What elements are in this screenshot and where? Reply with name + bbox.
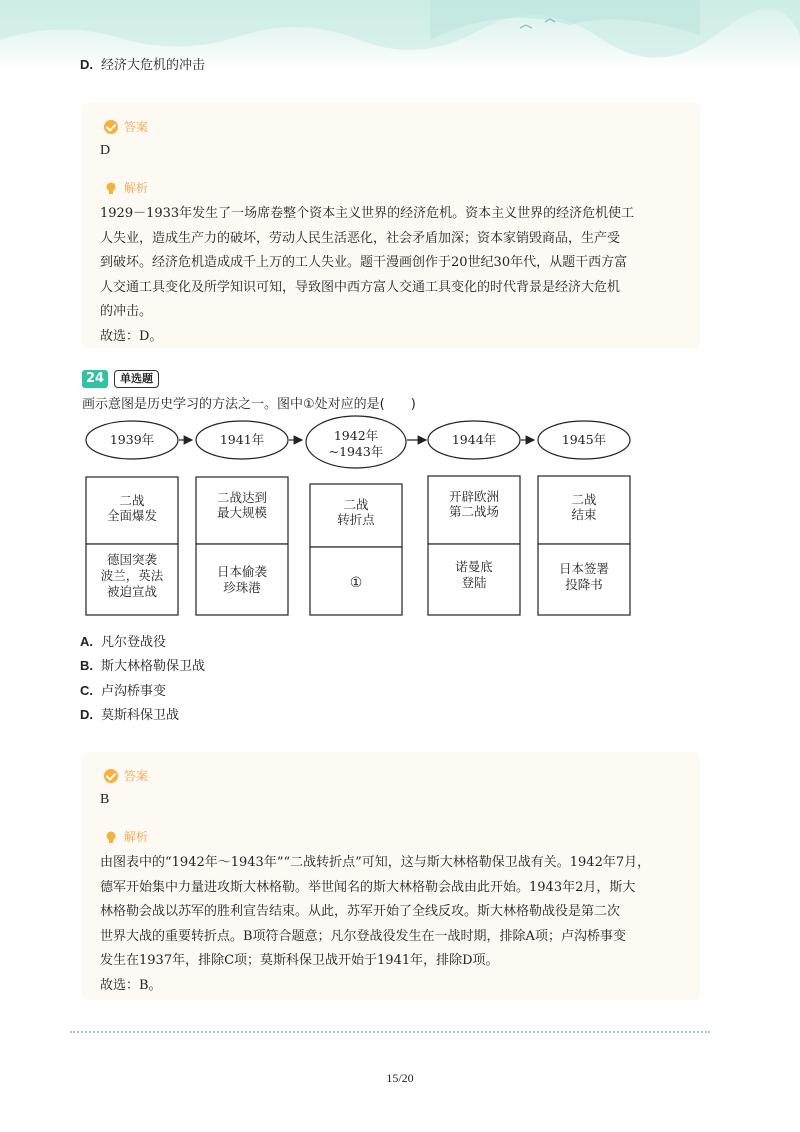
lightbulb-icon xyxy=(104,830,118,844)
detail-text: 德国突袭 xyxy=(106,552,158,567)
detail-text: 诺曼底 xyxy=(455,559,493,574)
year-1945: 1945年 xyxy=(561,432,607,447)
question-stem: 画示意图是历史学习的方法之一。图中①处对应的是( ) xyxy=(82,397,416,412)
lightbulb-icon xyxy=(104,181,118,195)
event-text: 第二战场 xyxy=(448,504,500,519)
prev-option-d[interactable]: D. 经济大危机的冲击 xyxy=(80,57,206,73)
detail-text: 被迫宣战 xyxy=(106,584,158,599)
answer-value: D xyxy=(100,143,111,158)
event-text: 转折点 xyxy=(337,512,375,527)
check-icon xyxy=(104,769,118,783)
timeline-diagram xyxy=(74,414,638,620)
answer-value: B xyxy=(100,792,110,807)
footer-divider xyxy=(70,1031,710,1033)
event-text: 二战 xyxy=(343,497,369,512)
event-text: 二战 xyxy=(571,492,597,507)
event-text: 最大规模 xyxy=(216,505,268,520)
detail-text: 日本签署 xyxy=(558,561,610,576)
answer-label: 答案 xyxy=(104,767,148,784)
year-1942-1943: ~1943年 xyxy=(328,444,384,459)
page-number: 15/20 xyxy=(386,1071,414,1085)
option-c[interactable]: C. 卢沟桥事变 xyxy=(80,683,167,699)
question-number: 24 xyxy=(82,370,108,388)
year-1941: 1941年 xyxy=(219,432,265,447)
year-1942-1943: 1942年 xyxy=(333,428,379,443)
option-b[interactable]: B. 斯大林格勒保卫战 xyxy=(80,658,206,674)
answer-box xyxy=(82,752,700,1000)
blank-marker: ① xyxy=(349,575,363,591)
detail-text: 波兰，英法 xyxy=(100,568,164,583)
event-text: 开辟欧洲 xyxy=(448,489,500,504)
analysis-text: 1929－1933年发生了一场席卷整个资本主义世界的经济危机。资本主义世界的经济危机使工 人失业，造成生产力的破坏，劳动人民生活恶化，社会矛盾加深；资本家销毁商品，生产受 到破坏。经济危机造成成千上万的工人失业。题干漫画创作于20世纪30年代，从题干西方富 人交通工具变化及所学知识可知，导致图中西方富人交通工具变化的时代背景是经济大危机 的冲击。 故选：D。 xyxy=(100,206,635,344)
analysis-label: 解析 xyxy=(104,179,148,196)
answer-label: 答案 xyxy=(104,118,148,135)
check-icon xyxy=(104,120,118,134)
detail-text: 投降书 xyxy=(565,577,603,592)
question-type-badge: 单选题 xyxy=(114,370,159,388)
detail-text: 珍珠港 xyxy=(223,580,261,595)
event-text: 全面爆发 xyxy=(106,508,158,523)
event-text: 二战达到 xyxy=(216,490,268,505)
year-1944: 1944年 xyxy=(451,432,497,447)
event-text: 二战 xyxy=(119,493,145,508)
analysis-label: 解析 xyxy=(104,828,148,845)
option-a[interactable]: A. 凡尔登战役 xyxy=(80,634,167,650)
analysis-text: 由图表中的“1942年～1943年”“二战转折点”可知，这与斯大林格勒保卫战有关。1942年7月， 德军开始集中力量进攻斯大林格勒。举世闻名的斯大林格勒会战由此开始。1943年2月，斯大 林格勒会战以苏军的胜利宣告结束。从此，苏军开始了全线反攻。斯大林格勒战役是第二次 世界大战的重要转折点。B项符合题意；凡尔登战役发生在一战时期，排除A项；卢沟桥事变 发生在1937年，排除C项；莫斯科保卫战开始于1941年，排除D项。 故选：B。 xyxy=(100,855,651,993)
year-1939: 1939年 xyxy=(109,432,155,447)
prev-answer-box xyxy=(82,103,700,348)
detail-text: 日本偷袭 xyxy=(216,564,268,579)
option-d[interactable]: D. 莫斯科保卫战 xyxy=(80,707,180,723)
event-text: 结束 xyxy=(571,507,597,522)
detail-text: 登陆 xyxy=(461,575,487,590)
